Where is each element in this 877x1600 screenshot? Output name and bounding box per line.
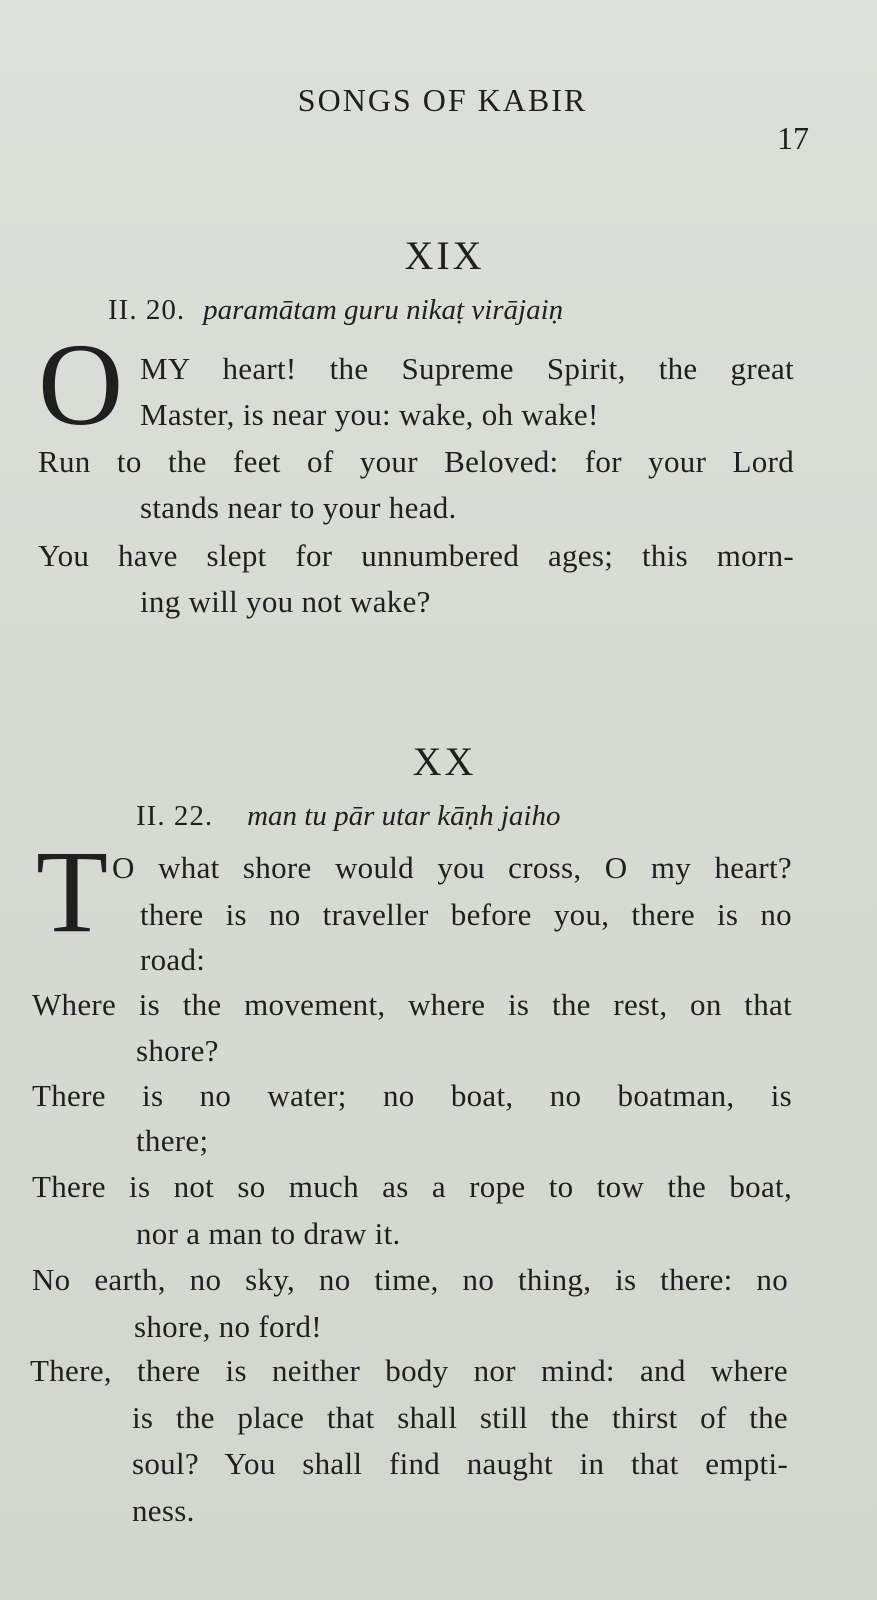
verse-line: Where is the movement, where is the rest, on that bbox=[32, 987, 792, 1022]
verse-line: Run to the feet of your Beloved: for your Lord bbox=[38, 444, 794, 479]
page-number: 17 bbox=[777, 120, 809, 156]
poem-reference bbox=[108, 294, 563, 327]
verse-line: there; bbox=[136, 1123, 209, 1158]
reference-number: II. 22. bbox=[136, 800, 214, 832]
poem-reference bbox=[136, 800, 560, 833]
verse-line: is the place that shall still the thirst of the bbox=[132, 1400, 788, 1435]
verse-line: There is no water; no boat, no boatman, is bbox=[32, 1078, 792, 1113]
verse-line: There is not so much as a rope to tow the boat, bbox=[32, 1169, 792, 1204]
verse-line: There, there is neither body nor mind: and where bbox=[30, 1353, 788, 1388]
poem-numeral: XX bbox=[412, 739, 477, 784]
drop-cap: O bbox=[38, 319, 124, 450]
verse-line: O what shore would you cross, O my heart? bbox=[112, 850, 792, 885]
running-head: SONGS OF KABIR bbox=[297, 82, 588, 118]
verse-line: No earth, no sky, no time, no thing, is there: no bbox=[32, 1262, 788, 1297]
verse-line: shore, no ford! bbox=[134, 1309, 322, 1344]
drop-cap: T bbox=[36, 826, 109, 957]
verse-line: shore? bbox=[136, 1033, 219, 1068]
verse-line: ing will you not wake? bbox=[140, 584, 431, 619]
verse-line: MY heart! the Supreme Spirit, the great bbox=[140, 351, 794, 386]
verse-line: You have slept for unnumbered ages; this morn- bbox=[38, 538, 794, 573]
verse-line: nor a man to draw it. bbox=[136, 1216, 401, 1251]
verse-line: soul? You shall find naught in that empti- bbox=[132, 1446, 788, 1481]
verse-line: ness. bbox=[132, 1493, 195, 1528]
reference-title: man tu pār utar kāṇh jaiho bbox=[247, 800, 561, 832]
verse-line: Master, is near you: wake, oh wake! bbox=[140, 397, 599, 432]
verse-line: there is no traveller before you, there is no bbox=[140, 897, 792, 932]
reference-number: II. 20. bbox=[108, 294, 186, 326]
reference-title: paramātam guru nikaṭ virājaiṇ bbox=[203, 294, 564, 326]
verse-line: stands near to your head. bbox=[140, 490, 457, 525]
poem-numeral: XIX bbox=[404, 233, 485, 278]
verse-line: road: bbox=[140, 942, 206, 977]
